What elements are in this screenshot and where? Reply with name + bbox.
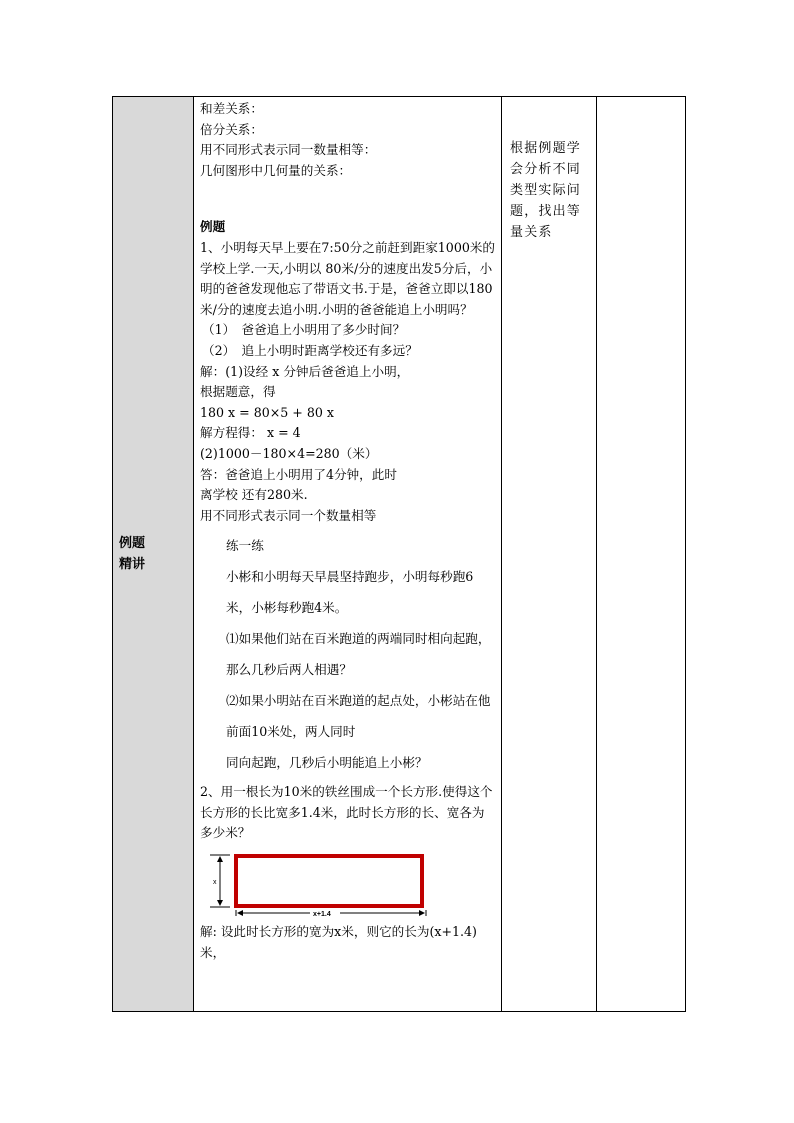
example1-solution-line1: 解：(1)设经 x 分钟后爸爸追上小明， xyxy=(200,363,410,379)
bottom-dim-arrow-left xyxy=(237,910,243,916)
practice-q2b: 同向起跑，几秒后小明能追上小彬？ xyxy=(226,755,428,771)
example1-answer-line2: 离学校 还有280米. xyxy=(200,487,308,503)
relation-geometry: 几何图形中几何量的关系： xyxy=(200,162,352,178)
side-dim-arrow-down xyxy=(217,900,223,906)
relation-same-quantity: 用不同形式表示同一数量相等： xyxy=(200,142,377,158)
rectangle-diagram xyxy=(200,852,440,916)
bottom-dim-arrow-right xyxy=(419,910,425,916)
practice-heading: 练一练 xyxy=(226,538,264,554)
example1-equation: 180 x = 80×5 + 80 x xyxy=(200,404,334,420)
side-dim-arrow-up xyxy=(217,856,223,862)
example1-part2: (2)1000－180×4=280（米） xyxy=(200,445,378,461)
example1-result: 解方程得： x = 4 xyxy=(200,425,301,441)
lesson-table xyxy=(112,96,686,1012)
example2-problem: 2、用一根长为10米的铁丝围成一个长方形.使得这个长方形的长比宽多1.4米，此时长方形的长、宽各为多少米？ xyxy=(200,784,493,841)
section-label-line2: 精讲 xyxy=(119,557,146,572)
rectangle-shape xyxy=(236,856,422,906)
practice-q1: ⑴如果他们站在百米跑道的两端同时相向起跑，那么几秒后两人相遇？ xyxy=(226,631,491,678)
example1-summary: 用不同形式表示同一个数量相等 xyxy=(200,507,377,523)
example-heading: 例题 xyxy=(200,219,226,235)
bottom-label: x+1.4 xyxy=(313,911,331,917)
example2-solution: 解: 设此时长方形的宽为x米，则它的长为(x+1.4)米， xyxy=(200,924,477,960)
practice-q2a: ⑵如果小明站在百米跑道的起点处，小彬站在他前面10米处，两人同时 xyxy=(226,693,491,740)
example1-sub2: （2） 追上小明时距离学校还有多远？ xyxy=(202,342,418,358)
empty-cell xyxy=(597,97,686,1012)
relation-multiple: 倍分关系： xyxy=(200,121,263,137)
relation-sum-diff: 和差关系： xyxy=(200,101,263,116)
example1-problem: 1、小明每天早上要在7:50分之前赶到距家1000米的学校上学.一天,小明以 80米/分的速度出发5分后，小明的爸爸发现他忘了带语文书.于是，爸爸立即以180米/分的速度去追小明.小明的爸爸能追上小明吗？ xyxy=(200,239,496,317)
example1-solution-line2: 根据题意，得 xyxy=(200,384,276,400)
note-text: 根据例题学会分析不同类型实际问题，找出等量关系 xyxy=(510,141,582,240)
section-label-line1: 例题 xyxy=(119,536,146,551)
rectangle-figure xyxy=(200,852,497,916)
side-label: x xyxy=(213,879,217,887)
practice-intro: 小彬和小明每天早晨坚持跑步，小明每秒跑6米，小彬每秒跑4米。 xyxy=(226,569,474,616)
content-cell xyxy=(194,97,502,1012)
example1-sub1: （1） 爸爸追上小明用了多少时间？ xyxy=(202,322,406,338)
section-label-cell xyxy=(113,97,194,1012)
example1-answer-line1: 答：爸爸追上小明用了4分钟，此时 xyxy=(200,466,397,482)
note-cell xyxy=(502,97,597,1012)
